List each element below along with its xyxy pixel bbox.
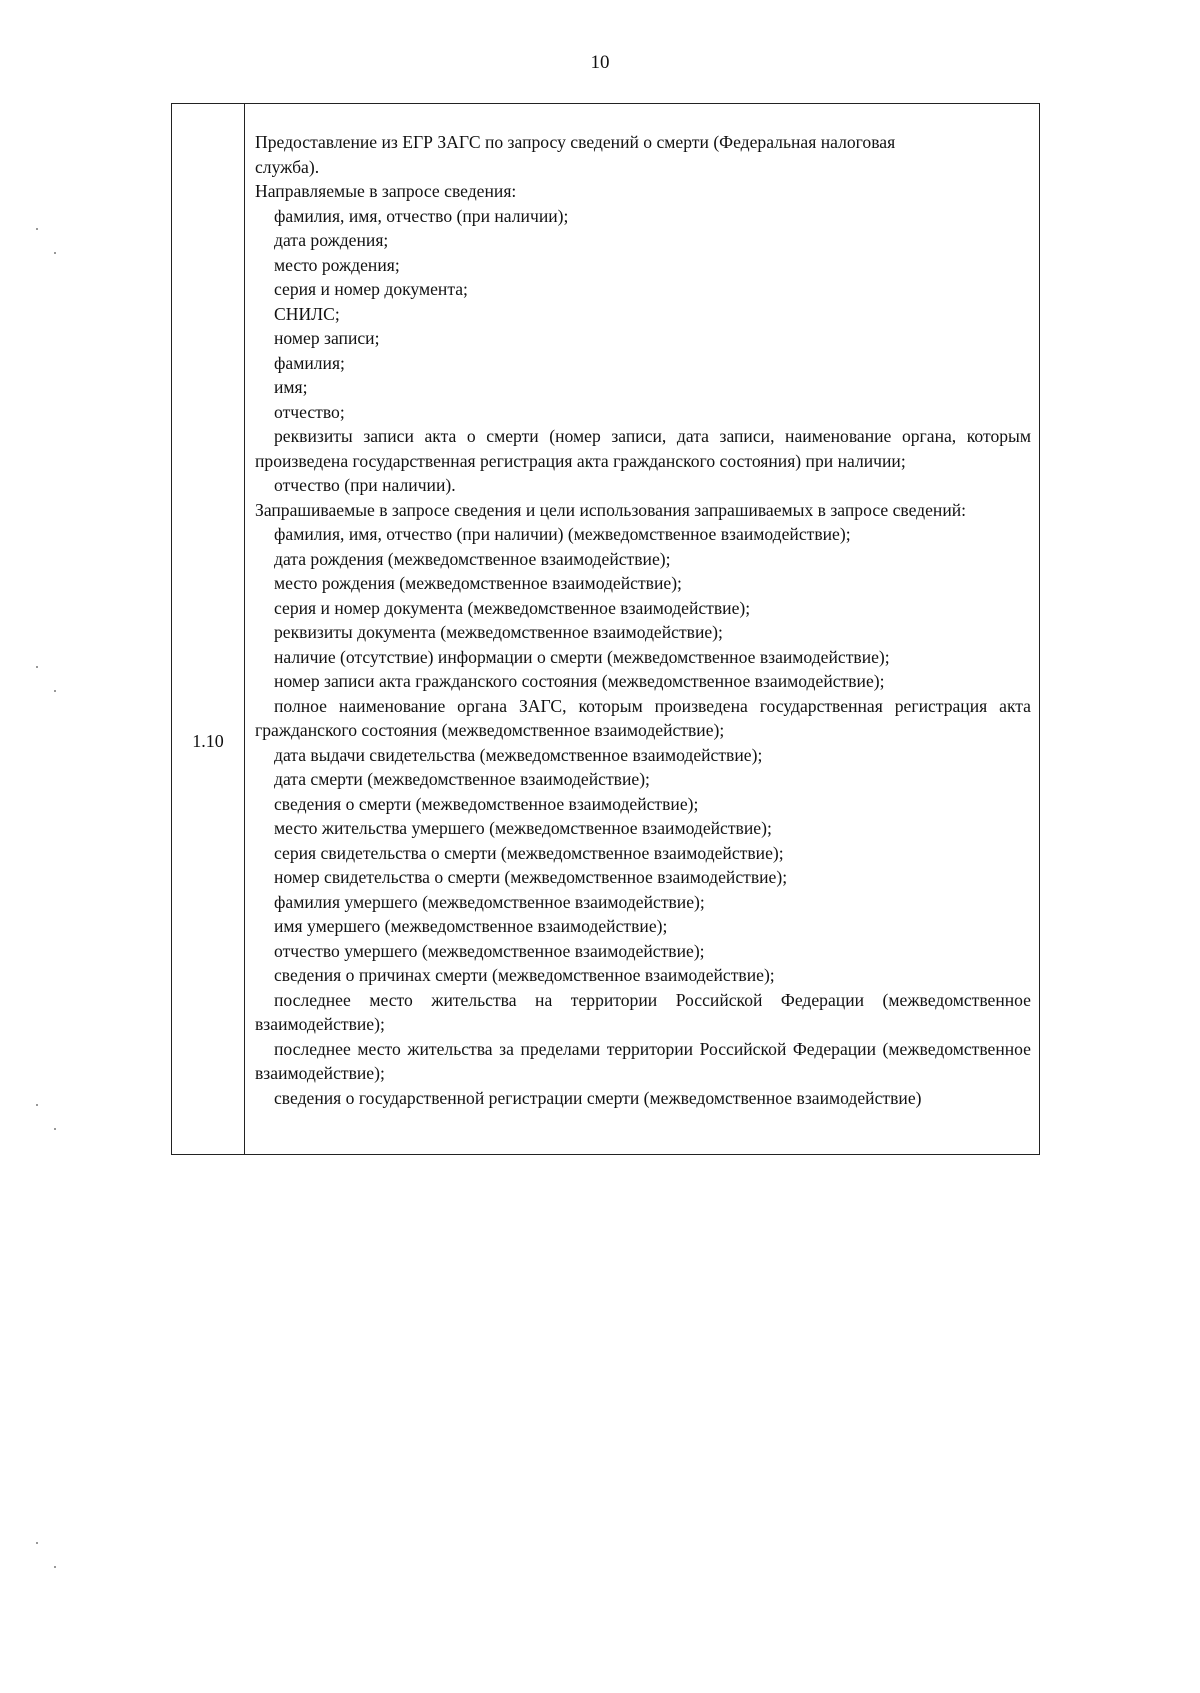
requested-item: дата смерти (межведомственное взаимодействие); [274, 769, 650, 789]
requested-item: серия и номер документа (межведомственное взаимодействие); [274, 597, 751, 618]
sent-item: дата рождения; [274, 230, 389, 250]
requested-item: фамилия, имя, отчество (при наличии) (межведомственное взаимодействие); [274, 524, 851, 544]
sent-item: номер записи; [274, 328, 380, 348]
requested-item: место жительства умершего (межведомственное взаимодействие); [274, 818, 772, 838]
requested-item: дата рождения (межведомственное взаимодействие); [274, 548, 671, 569]
sent-item: имя; [274, 377, 308, 397]
sent-item: СНИЛС; [274, 303, 340, 324]
sent-item: место рождения; [274, 254, 400, 275]
requested-item: дата выдачи свидетельства (межведомственное взаимодействие); [274, 744, 763, 765]
requested-item: наличие (отсутствие) информации о смерти (межведомственное взаимодействие); [274, 646, 890, 667]
page-number: 10 [590, 52, 610, 73]
document-table [171, 103, 1040, 1155]
requested-item: место рождения (межведомственное взаимодействие); [274, 573, 682, 593]
title-line: служба). [255, 156, 320, 177]
sent-item: фамилия; [274, 352, 345, 373]
row-content-cell [245, 104, 1039, 1154]
requested-heading: Запрашиваемые в запросе сведения и цели использования запрашиваемых в запросе сведений: [255, 499, 967, 520]
requested-item: фамилия умершего (межведомственное взаимодействие); [274, 891, 705, 912]
sent-item: реквизиты записи акта о смерти (номер записи, дата записи, наименование органа, которым произведена государственная регистрация акта гражданского состояния) при наличии; [255, 426, 1031, 471]
sent-item: фамилия, имя, отчество (при наличии); [274, 205, 569, 226]
row-number-cell [172, 104, 245, 1154]
requested-item: имя умершего (межведомственное взаимодействие); [274, 916, 668, 936]
requested-item: последнее место жительства за пределами территории Российской Федерации (межведомственное взаимодействие); [255, 1038, 1031, 1083]
requested-item: сведения о государственной регистрации смерти (межведомственное взаимодействие) [274, 1087, 922, 1108]
requested-item: реквизиты документа (межведомственное взаимодействие); [274, 622, 723, 642]
requested-item: полное наименование органа ЗАГС, которым произведена государственная регистрация акта гражданского состояния (межведомственное взаимодействие); [255, 695, 1031, 740]
sent-heading: Направляемые в запросе сведения: [255, 181, 517, 201]
requested-item: номер свидетельства о смерти (межведомственное взаимодействие); [274, 867, 788, 887]
requested-item: отчество умершего (межведомственное взаимодействие); [274, 940, 705, 961]
sent-item: серия и номер документа; [274, 279, 468, 299]
title-line: Предоставление из ЕГР ЗАГС по запросу сведений о смерти (Федеральная налоговая [255, 132, 896, 152]
requested-item: сведения о причинах смерти (межведомственное взаимодействие); [274, 965, 775, 985]
requested-item: сведения о смерти (межведомственное взаимодействие); [274, 793, 699, 814]
sent-item: отчество; [274, 401, 345, 422]
requested-item: номер записи акта гражданского состояния (межведомственное взаимодействие); [274, 671, 885, 691]
row-number: 1.10 [192, 731, 224, 751]
requested-item: последнее место жительства на территории Российской Федерации (межведомственное взаимодействие); [255, 989, 1031, 1034]
sent-item: отчество (при наличии). [274, 475, 456, 495]
requested-item: серия свидетельства о смерти (межведомственное взаимодействие); [274, 842, 784, 863]
